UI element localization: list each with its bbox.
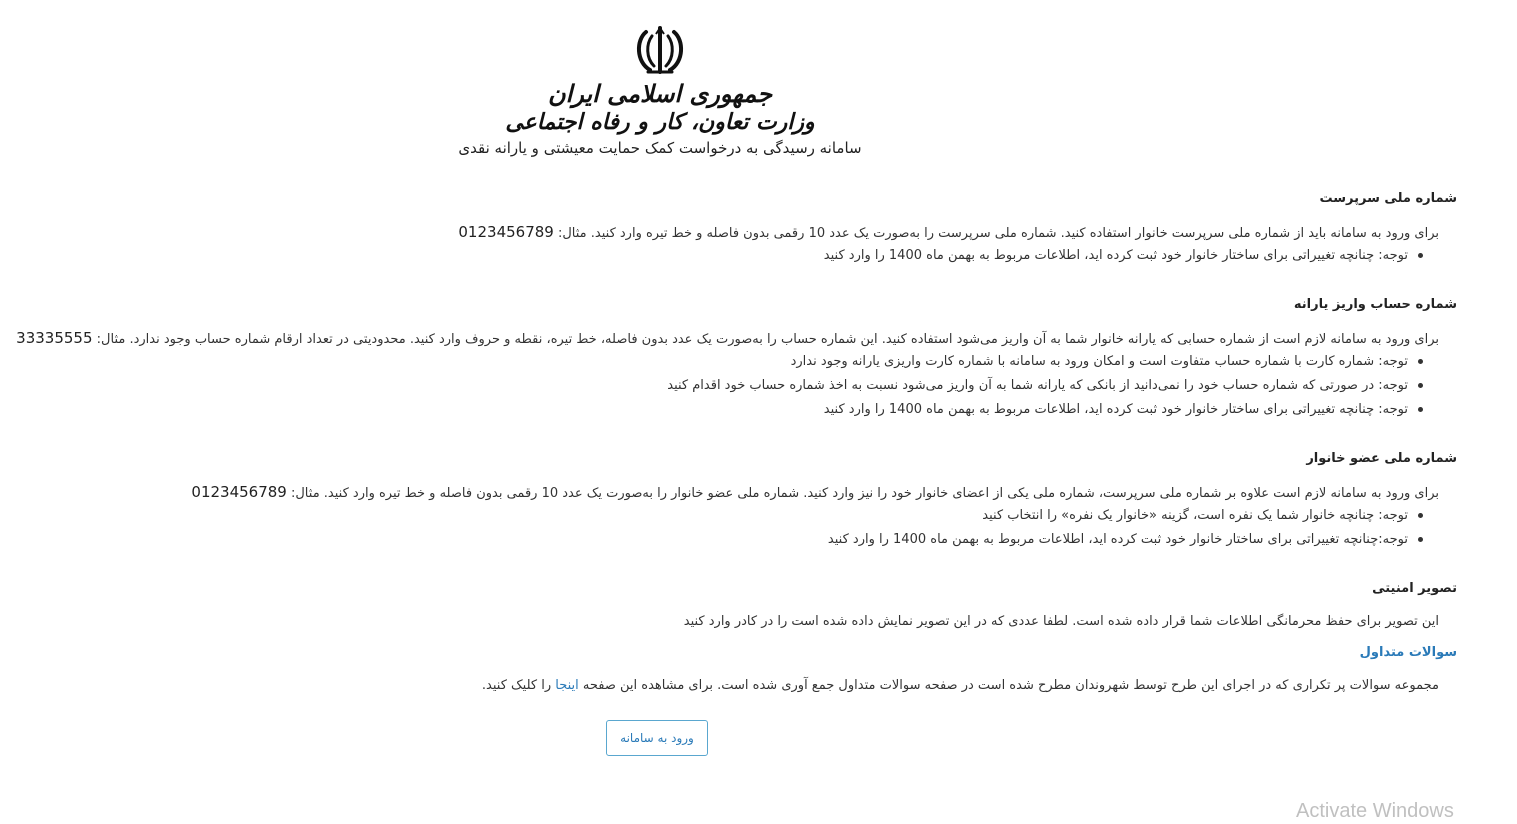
list-item bbox=[77, 244, 1423, 268]
faq-here-link[interactable]: اینجا bbox=[555, 678, 579, 693]
list-item bbox=[77, 374, 1423, 398]
faq-description bbox=[77, 674, 1457, 698]
list-item bbox=[77, 398, 1423, 422]
bullet-icon bbox=[1418, 253, 1423, 258]
note-text: توجه:چنانچه تغییراتی برای ساختار خانوار خود ثبت کرده اید، اطلاعات مربوط به بهمن ماه 1400 را وارد کنید bbox=[827, 532, 1408, 547]
description-text: برای ورود به سامانه لازم است از شماره حسابی که یارانه خانوار شما به آن واریز می‌شود استفاده کنید. این شماره حساب را به‌صورت یک عدد بدون فاصله، خط تیره، نقطه و حروف وارد کنید. محدودیتی در تعداد ارقام شماره حساب وجود ندارد. مثال: bbox=[96, 332, 1439, 347]
list-item bbox=[77, 528, 1423, 552]
example-value: 0123456789 bbox=[458, 223, 554, 241]
subsidy-account-notes bbox=[77, 350, 1457, 422]
list-item bbox=[77, 350, 1423, 374]
system-title: سامانه رسیدگی به درخواست کمک حمایت معیشتی و یارانه نقدی bbox=[458, 138, 862, 157]
head-national-id-description bbox=[77, 220, 1457, 244]
header bbox=[440, 20, 880, 157]
bullet-icon bbox=[1418, 359, 1423, 364]
note-text: توجه: در صورتی که شماره حساب خود را نمی‌دانید از بانکی که یارانه شما به آن واریز می‌شود نسبت به اخذ شماره حساب خود اقدام کنید bbox=[667, 378, 1408, 393]
ministry-name: وزارت تعاون، کار و رفاه اجتماعی bbox=[505, 108, 815, 135]
country-name: جمهوری اسلامی ایران bbox=[547, 79, 773, 108]
bullet-icon bbox=[1418, 513, 1423, 518]
bullet-icon bbox=[1418, 537, 1423, 542]
section-title-head-national-id: شماره ملی سرپرست bbox=[1319, 191, 1457, 206]
example-value: 0123456789 bbox=[191, 483, 287, 501]
section-title-subsidy-account: شماره حساب واریز یارانه bbox=[1293, 297, 1457, 312]
faq-link-title[interactable]: سوالات متداول bbox=[1359, 645, 1457, 660]
activate-windows-watermark: Activate Windows bbox=[1296, 800, 1454, 822]
example-value: 33335555 bbox=[16, 329, 93, 347]
list-item bbox=[77, 504, 1423, 528]
member-national-id-notes bbox=[77, 504, 1457, 552]
enter-system-button[interactable]: ورود به سامانه bbox=[606, 720, 708, 756]
note-text: توجه: شماره کارت با شماره حساب متفاوت است و امکان ورود به سامانه با شماره کارت واریزی یارانه وجود ندارد bbox=[790, 354, 1408, 369]
bullet-icon bbox=[1418, 383, 1423, 388]
note-text: توجه: چنانچه خانوار شما یک نفره است، گزینه «خانوار یک نفره» را انتخاب کنید bbox=[982, 508, 1408, 523]
bullet-icon bbox=[1418, 407, 1423, 412]
description-text: برای ورود به سامانه باید از شماره ملی سرپرست خانوار استفاده کنید. شماره ملی سرپرست را به‌صورت یک عدد 10 رقمی بدون فاصله و خط تیره وارد کنید. مثال: bbox=[557, 226, 1439, 241]
section-title-member-national-id: شماره ملی عضو خانوار bbox=[1306, 451, 1457, 466]
subsidy-account-description bbox=[16, 326, 1457, 350]
iran-emblem-icon bbox=[632, 26, 688, 76]
description-text: مجموعه سوالات پر تکراری که در اجرای این طرح توسط شهروندان مطرح شده است در صفحه سوالات متداول جمع آوری شده است. برای مشاهده این صفحه bbox=[582, 678, 1439, 693]
captcha-description: این تصویر برای حفظ محرمانگی اطلاعات شما قرار داده شده است. لطفا عددی که در این تصویر نمایش داده شده است را در کادر وارد کنید bbox=[683, 614, 1439, 629]
description-text: برای ورود به سامانه لازم است علاوه بر شماره ملی سرپرست، شماره ملی یکی از اعضای خانوار خود را نیز وارد کنید. شماره ملی عضو خانوار را به‌صورت یک عدد 10 رقمی بدون فاصله و خط تیره وارد کنید. مثال: bbox=[290, 486, 1439, 501]
head-national-id-notes bbox=[77, 244, 1457, 268]
member-national-id-description bbox=[77, 480, 1457, 504]
note-text: توجه: چنانچه تغییراتی برای ساختار خانوار خود ثبت کرده اید، اطلاعات مربوط به بهمن ماه 1400 را وارد کنید bbox=[823, 248, 1408, 263]
note-text: توجه: چنانچه تغییراتی برای ساختار خانوار خود ثبت کرده اید، اطلاعات مربوط به بهمن ماه 1400 را وارد کنید bbox=[823, 402, 1408, 417]
description-text-end: را کلیک کنید. bbox=[481, 678, 552, 693]
section-title-captcha: تصویر امنیتی bbox=[1372, 581, 1457, 596]
instructions bbox=[16, 186, 1457, 698]
